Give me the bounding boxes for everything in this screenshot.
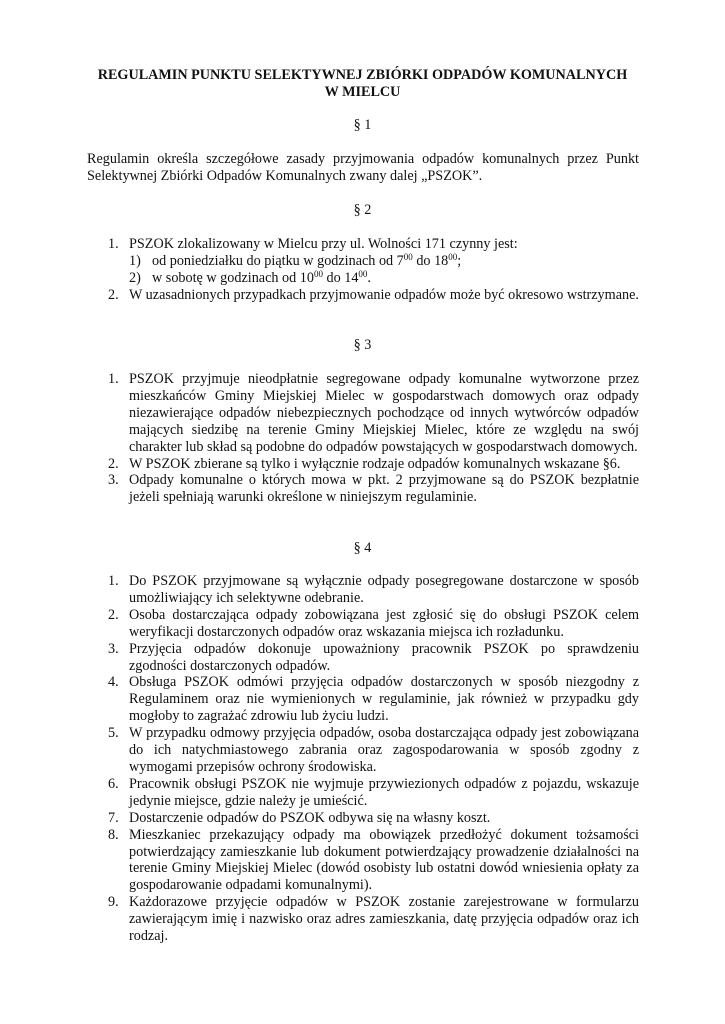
section-4-item-4: [0, 674, 639, 725]
list-number: 8.: [108, 826, 119, 843]
section-4-mark: § 4: [353, 540, 372, 556]
section-2-list: [0, 236, 725, 304]
list-item-text: PSZOK zlokalizowany w Mielcu przy ul. Wolności 171 czynny jest:: [129, 236, 518, 252]
list-item-text: PSZOK przyjmuje nieodpłatnie segregowane odpady komunalne wytworzone przez mieszkańców Gminy Miejskiej Mielec w gospodarstwach domowych oraz odpady niezawierające odpadów niebezpiecznych pochodzące od innych wytwórców odpadów mających siedzibę na terenie Gminy Miejskiej Mielec, które ze względu na swój charakter lub skład są podobne do odpadów powstających w gospodarstwach domowych.: [129, 371, 639, 455]
list-item-text: Każdorazowe przyjęcie odpadów w PSZOK zostanie zarejestrowane w formularzu zawierającym imię i nazwisko oraz adres zamieszkania, datę przyjęcia odpadów oraz ich rodzaj.: [129, 894, 639, 945]
section-3-item-1: [0, 371, 639, 456]
list-item-text: Przyjęcia odpadów dokonuje upoważniony pracownik PSZOK po sprawdzeniu zgodności dostarczonych odpadów.: [129, 640, 639, 674]
hours-sublist: [129, 253, 639, 287]
list-item-text: Mieszkaniec przekazujący odpady ma obowiązek przedłożyć dokument tożsamości potwierdzający zamieszkanie lub dokument potwierdzający prowadzenie działalności na terenie Gminy Miejskiej Mielec (dowód osobisty lub ostatni dowód wniesienia opłaty za gospodarowanie odpadami komunalnymi).: [129, 826, 639, 894]
list-number: 6.: [108, 775, 119, 792]
hours-text: od poniedziałku do piątku w godzinach od 7: [152, 252, 404, 269]
list-number: 3.: [108, 640, 119, 657]
section-2-item-1: [0, 236, 639, 287]
list-number: 5.: [108, 725, 119, 742]
list-item-text: W uzasadnionych przypadkach przyjmowanie odpadów może być okresowo wstrzymane.: [129, 286, 639, 303]
list-number: 2.: [108, 606, 119, 623]
section-4-item-2: [0, 607, 639, 641]
hours-sup: 00: [358, 268, 368, 279]
section-3-item-3: [0, 472, 639, 506]
list-number: 9.: [108, 894, 119, 911]
section-4-item-7: [0, 810, 639, 827]
list-number: 3.: [108, 472, 119, 489]
list-item-text: Obsługa PSZOK odmówi przyjęcia odpadów dostarczonych w sposób niezgodny z Regulaminem oraz nie wymienionych w regulaminie, jak również w przypadku gdy mogłoby to zagrażać zdrowiu lub życiu ludzi.: [129, 674, 639, 725]
list-number: 2.: [108, 286, 119, 303]
section-4-item-5: [0, 725, 639, 776]
hours-text: do 14: [322, 269, 359, 286]
list-item-text: W PSZOK zbierane są tylko i wyłącznie rodzaje odpadów komunalnych wskazane §6.: [129, 455, 621, 472]
list-number: 7.: [108, 809, 119, 826]
list-number: 1.: [108, 236, 119, 252]
hours-text: w sobotę w godzinach od 10: [152, 269, 314, 286]
section-1-paragraph: Regulamin określa szczegółowe zasady przyjmowania odpadów komunalnych przez Punkt Selektywnej Zbiórki Odpadów Komunalnych zwany dalej „PSZOK”.: [87, 151, 639, 184]
hours-text: .: [367, 269, 371, 286]
list-number: 2.: [108, 455, 119, 472]
list-item-text: Pracownik obsługi PSZOK nie wyjmuje przywiezionych odpadów z pojazdu, wskazuje jedynie miejsce, gdzie należy je umieścić.: [129, 775, 639, 809]
title-line-1: REGULAMIN PUNKTU SELEKTYWNEJ ZBIÓRKI ODPADÓW KOMUNALNYCH: [97, 67, 628, 83]
list-number: 1.: [108, 573, 119, 589]
section-4-item-6: [0, 776, 639, 810]
list-number: 1.: [108, 371, 119, 387]
document-title: [80, 67, 645, 101]
hours-text: ;: [457, 252, 462, 269]
section-3-mark: § 3: [353, 337, 372, 353]
hours-sup: 00: [313, 268, 323, 279]
hours-saturday: [129, 270, 639, 287]
list-item-text: Osoba dostarczająca odpady zobowiązana jest zgłosić się do obsługi PSZOK celem weryfikacji dostarczonych odpadów oraz wskazania miejsca ich rozładunku.: [129, 606, 639, 640]
list-item-text: Dostarczenie odpadów do PSZOK odbywa się na własny koszt.: [129, 809, 491, 826]
section-4-item-8: [0, 827, 639, 895]
list-item-text: W przypadku odmowy przyjęcia odpadów, osoba dostarczająca odpady jest zobowiązana do ich natychmiastowego zabrania oraz zagospodarowania w sposób zgodny z wymogami przepisów ochrony środowiska.: [129, 725, 639, 775]
section-4-item-3: [0, 641, 639, 675]
hours-weekdays: [129, 253, 639, 270]
section-4-item-1: [0, 573, 639, 607]
hours-sup: 00: [403, 251, 413, 262]
sublist-number: 2): [129, 269, 141, 286]
section-3-item-2: [0, 456, 639, 473]
section-4-list: [0, 573, 725, 945]
title-line-2: W MIELCU: [324, 83, 401, 100]
sublist-number: 1): [129, 252, 141, 269]
section-1-mark: § 1: [353, 117, 372, 133]
section-2-mark: § 2: [353, 202, 372, 218]
list-item-text: Odpady komunalne o których mowa w pkt. 2 przyjmowane są do PSZOK bezpłatnie jeżeli spełniają warunki określone w niniejszym regulaminie.: [129, 472, 639, 506]
section-3-list: [0, 371, 725, 506]
hours-text: do 18: [412, 252, 449, 269]
list-number: 4.: [108, 674, 119, 691]
hours-sup: 00: [448, 251, 458, 262]
list-item-text: Do PSZOK przyjmowane są wyłącznie odpady posegregowane dostarczone w sposób umożliwiający ich selektywne odebranie.: [129, 573, 639, 606]
section-2-item-2: [0, 287, 639, 304]
section-4-item-9: [0, 894, 639, 945]
